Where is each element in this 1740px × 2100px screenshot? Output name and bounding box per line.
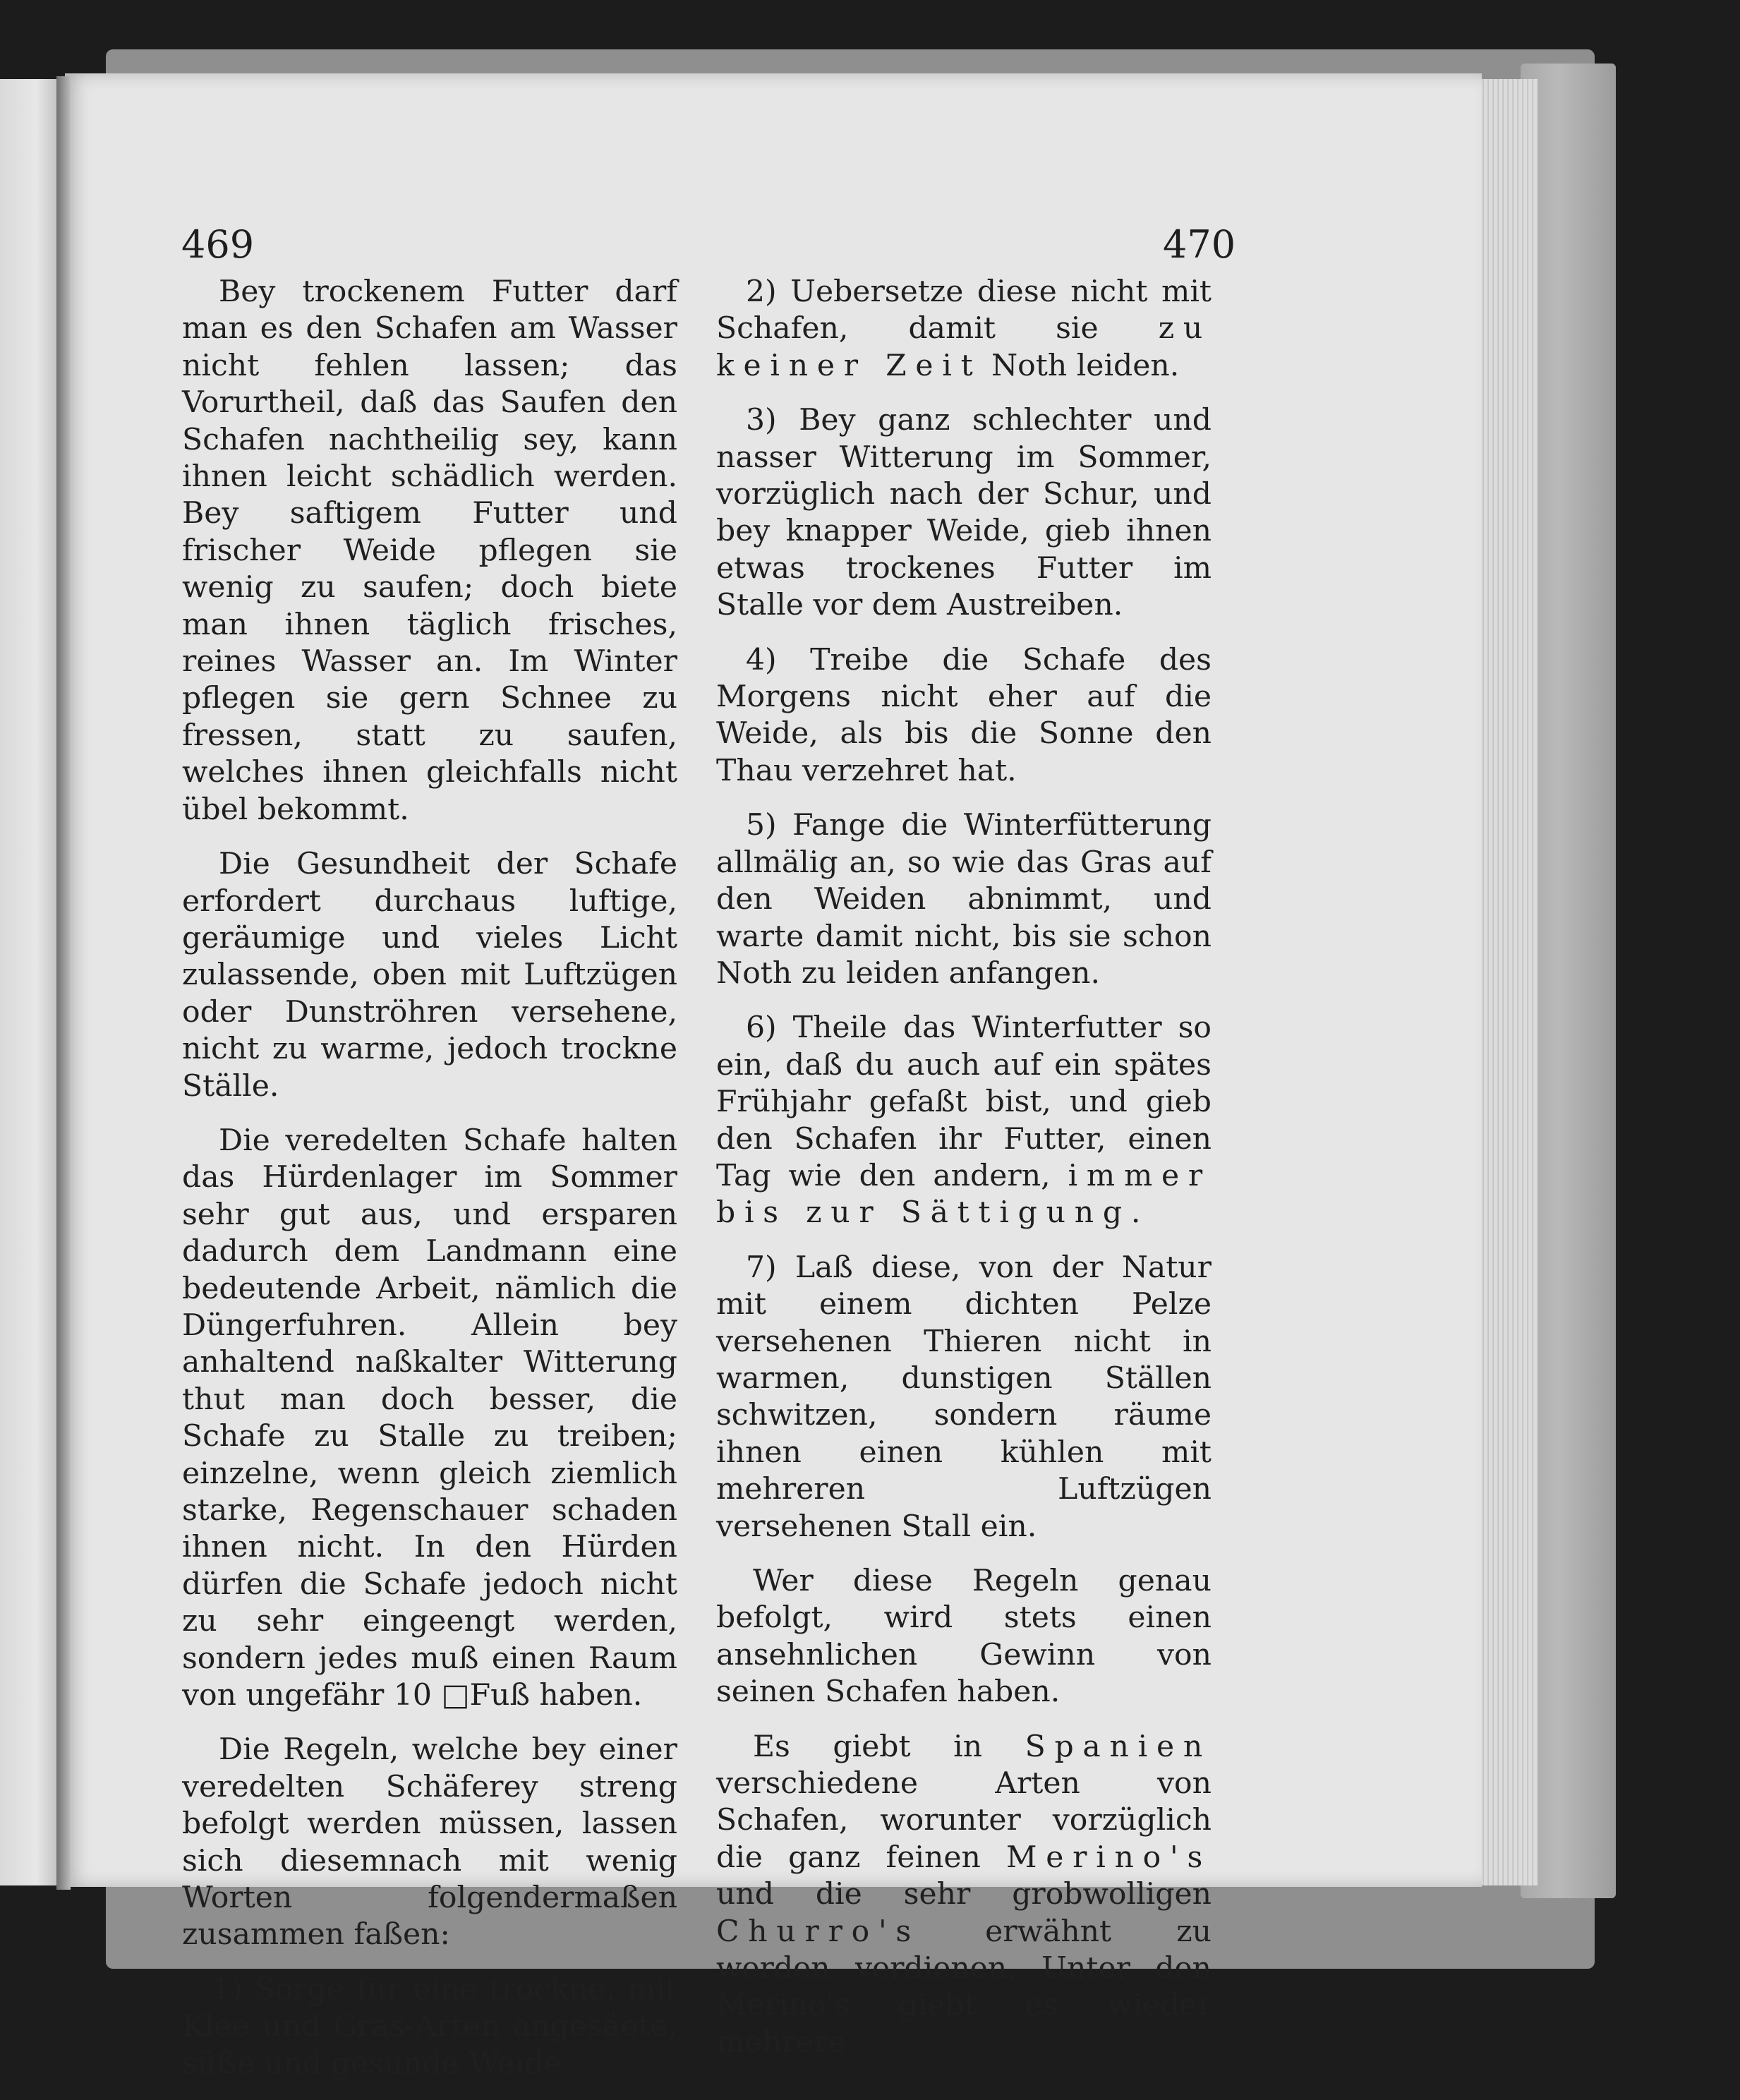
right-page-number: 470: [1163, 222, 1236, 267]
rule-7: 7) Laß diese, von der Natur mit einem dichten Pelze versehenen Thieren nicht in warmen, dunstigen Ställen schwitzen, sondern räume ihnen einen kühlen mit mehreren Luftzügen versehenen Stall ein.: [716, 1250, 1212, 1544]
rule-3: 3) Bey ganz schlechter und nasser Witterung im Sommer, vorzüglich nach der Schur, und bey knapper Weide, gieb ihnen etwas trockenes Futter im Stalle vor dem Austreiben.: [716, 403, 1212, 623]
left-page-number: 469: [181, 222, 255, 267]
page-stack-edges: [1475, 79, 1538, 1885]
rule-6-text: 6) Theile das Winterfutter so ein, daß du auch auf ein spätes Frühjahr gefaßt bist, und gieb den Schafen ihr Futter, einen Tag wie den andern,: [716, 1010, 1212, 1193]
spain-text-2: verschiedene Arten von Schafen, worunter vorzüglich die ganz feinen: [716, 1766, 1212, 1875]
rule-6: [716, 1010, 1212, 1231]
previous-page-edge: [0, 79, 61, 1885]
left-text-column: [182, 274, 677, 2100]
rule-6-text-end: .: [1130, 1195, 1141, 1231]
paragraph-rules-intro: Die Regeln, welche bey einer veredelten Schäferey streng befolgt werden müssen, lassen sich diesemnach mit wenig Worten folgendermaßen zusammen faßen:: [182, 1732, 677, 1953]
rule-2-emphasis: zu keiner Zeit: [716, 311, 1212, 383]
paragraph-stalls: Die Gesundheit der Schafe erfordert durchaus luftige, geräumige und vieles Licht zulassende, oben mit Luftzügen oder Dunströhren versehene, nicht zu warme, jedoch trockne Ställe.: [182, 847, 677, 1104]
rule-2-text-end: Noth leiden.: [981, 348, 1180, 383]
spain-emphasis: Spanien: [1025, 1729, 1212, 1764]
book-gutter: [56, 76, 71, 1890]
rule-1: 1) Sorge für eine trockne, mit Klee und Gras-Arten angesäete, süße und gesunde Weide.: [182, 1972, 677, 2081]
spain-text-3: und die sehr grobwolligen: [716, 1877, 1212, 1912]
merino-emphasis: Merino's: [1005, 1840, 1212, 1875]
right-text-column: [716, 274, 1212, 2079]
rule-6-emphasis: immer bis zur Sättigung: [716, 1158, 1212, 1231]
rule-4: 4) Treibe die Schafe des Morgens nicht eher auf die Weide, als bis die Sonne den Thau verzehret hat.: [716, 642, 1212, 788]
spain-text-4: erwähnt zu werden verdienen. Unter den Merino's giebt es wieder mehrere: [716, 1914, 1212, 2060]
paragraph-water: Bey trockenem Futter darf man es den Schafen am Wasser nicht fehlen lassen; das Vorurtheil, daß das Saufen den Schafen nachtheilig sey, kann ihnen leicht schädlich werden. Bey saftigem Futter und frischer Weide pflegen sie wenig zu saufen; doch biete man ihnen täglich frisches, reines Wasser an. Im Winter pflegen sie gern Schnee zu fressen, statt zu saufen, welches ihnen gleichfalls nicht übel bekommt.: [182, 274, 677, 827]
paragraph-spanish-breeds: [716, 1729, 1212, 2062]
spain-text-1: Es giebt in: [753, 1729, 1025, 1764]
rule-2-text: 2) Uebersetze diese nicht mit Schafen, damit sie: [716, 274, 1212, 346]
paragraph-hurdles: Die veredelten Schafe halten das Hürdenlager im Sommer sehr gut aus, und ersparen dadurch dem Landmann eine bedeutende Arbeit, nämlich die Düngerfuhren. Allein bey anhaltend naßkalter Witterung thut man doch besser, die Schafe zu Stalle zu treiben; einzelne, wenn gleich ziemlich starke, Regenschauer schaden ihnen nicht. In den Hürden dürfen die Schafe jedoch nicht zu sehr eingeengt werden, sondern jedes muß einen Raum von ungefähr 10 □Fuß haben.: [182, 1123, 677, 1713]
rule-2: [716, 274, 1212, 385]
paragraph-conclusion: Wer diese Regeln genau befolgt, wird stets einen ansehnlichen Gewinn von seinen Schafen haben.: [716, 1564, 1212, 1710]
churro-emphasis: Churro's: [716, 1914, 920, 1949]
rule-5: 5) Fange die Winterfütterung allmälig an, so wie das Gras auf den Weiden abnimmt, und warte damit nicht, bis sie schon Noth zu leiden anfangen.: [716, 808, 1212, 991]
